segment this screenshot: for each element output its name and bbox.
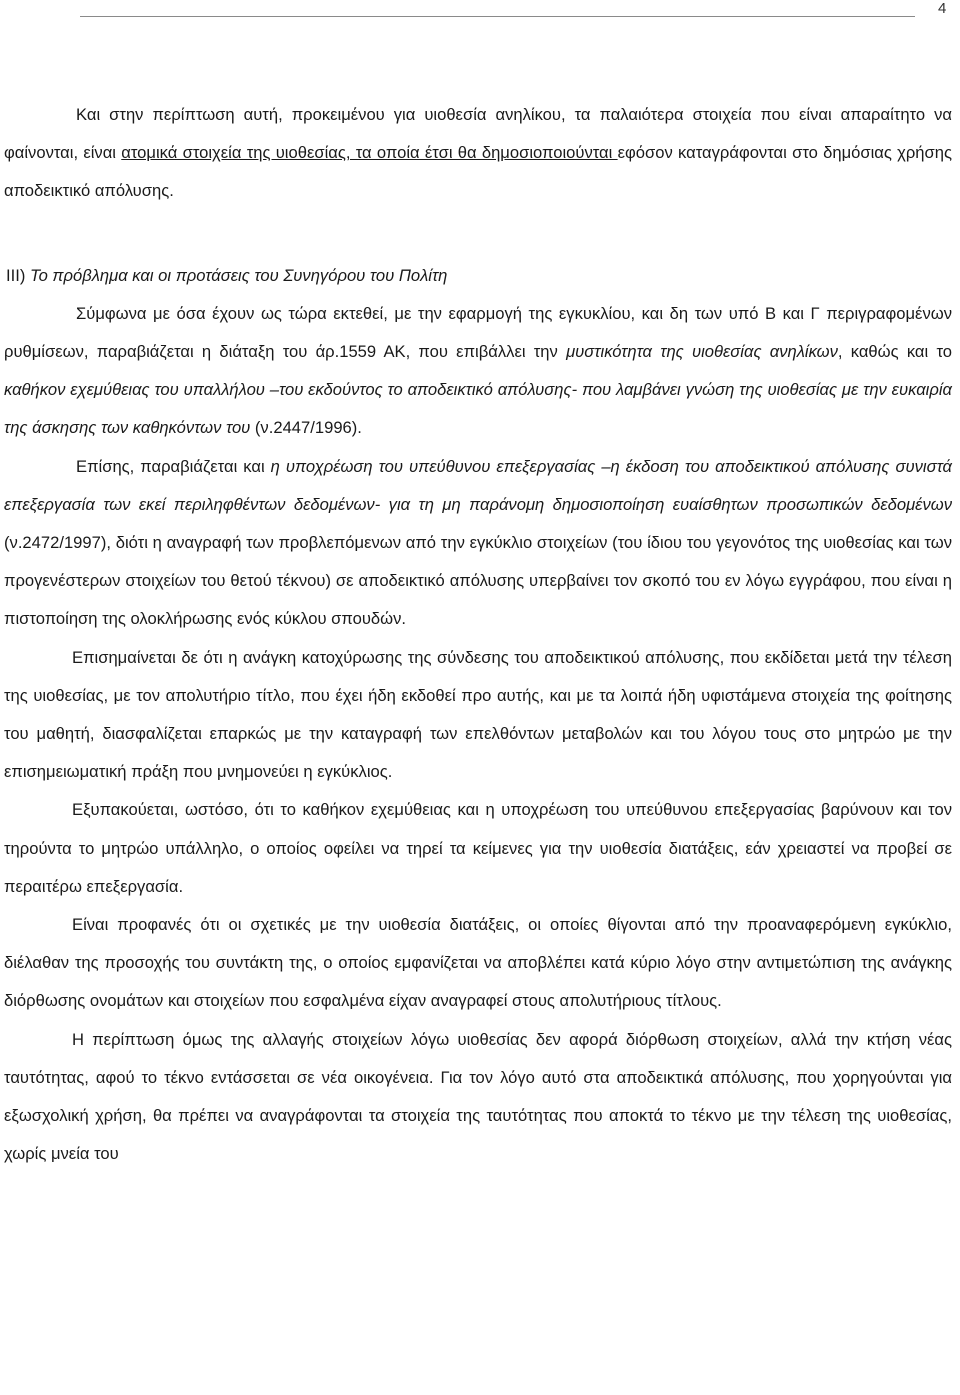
paragraph-7: Η περίπτωση όμως της αλλαγής στοιχείων λόγω υιοθεσίας δεν αφορά διόρθωση στοιχείων, αλλά την κτήση νέας ταυτότητας, αφού το τέκνο εντάσσεται σε νέα οικογένεια. Για τον λόγο αυτό στα αποδεικτικά απόλυσης, που χορηγούνται για εξωσχολική χρήση, θα πρέπει να αναγράφονται τα στοιχεία της ταυτότητας που αποκτά το τέκνο με την τέλεση της υιοθεσίας, χωρίς μνεία του <box>4 1029 952 1164</box>
paragraph-3-italic-b: η υποχρέωση του υπεύθυνου επεξεργασίας –η έκδοση του αποδεικτικού απόλυσης συνιστά επεξεργασία των εκεί περιληφθέντων δεδομένων- για τη μη παράνομη δημοσιοποίηση ευαίσθητων προσωπικών δεδομένων <box>4 456 953 514</box>
paragraph-5: Εξυπακούεται, ωστόσο, ότι το καθήκον εχεμύθειας και η υποχρέωση του υπεύθυνου επεξεργασίας βαρύνουν και τον τηρούντα το μητρώο υπάλληλο, ο οποίος οφείλει να τηρεί τα κείμενες για την υιοθεσία διατάξεις, εάν χρειαστεί να προβεί σε περαιτέρω επεξεργασία. <box>4 800 952 896</box>
paragraph-6: Είναι προφανές ότι οι σχετικές με την υιοθεσία διατάξεις, οι οποίες θίγονται από την προαναφερόμενη εγκύκλιο, διέλαθαν της προσοχής του συντάκτη της, ο οποίος εμφανίζεται να αποβλέπει κατά κύριο λόγο στην αντιμετώπιση της ανάγκης διόρθωσης ονομάτων και στοιχείων που εσφαλμένα είχαν αναγραφεί στους απολυτήριους τίτλους. <box>4 915 952 1011</box>
paragraph-2-italic-b: μυστικότητα της υιοθεσίας ανηλίκων <box>566 342 838 362</box>
paragraph-1-text-a: Και στην περίπτωση αυτή, προκειμένου για υιοθεσία ανηλίκου, τα παλαιότερα στοιχεία που είναι απαραίτητο να φαίνονται, είναι <box>4 105 952 163</box>
paragraph-4: Επισημαίνεται δε ότι η ανάγκη κατοχύρωσης της σύνδεσης του αποδεικτικού απόλυσης, που εκδίδεται μετά την τέλεση της υιοθεσίας, με τον απολυτήριο τίτλο, που έχει ήδη εκδοθεί προ αυτής, και με τα λοιπά ήδη υφιστάμενα στοιχεία της φοίτησης του μαθητή, διασφαλίζεται επαρκώς με την καταγραφή των επελθόντων μεταβολών και του λόγου τους στο μητρώο με την επισημειωματική πράξη που μνημονεύει η εγκύκλιος. <box>4 647 952 782</box>
document-body <box>4 96 952 1173</box>
section-number: ΙΙΙ) <box>6 265 30 285</box>
paragraph-1-underlined: ατομικά στοιχεία της υιοθεσίας, τα οποία έτσι θα δημοσιοποιούνται <box>121 143 618 163</box>
paragraph-3-text-c: (ν.2472/1997), διότι η αναγραφή των προβλεπόμενων από την εγκύκλιο στοιχείων (του ίδιου του γεγονότος της υιοθεσίας και των προγενέστερων στοιχείων του θετού τέκνου) σε αποδεικτικό απόλυσης υπερβαίνει τον σκοπό του εν λόγω εγγράφου, που είναι η πιστοποίηση της ολοκλήρωσης ενός κύκλου σπουδών. <box>4 533 952 629</box>
paragraph-2-text-c: , καθώς και το <box>837 342 952 362</box>
header-rule <box>80 16 915 17</box>
page-number: 4 <box>938 0 947 17</box>
section-title: Το πρόβλημα και οι προτάσεις του Συνηγόρου του Πολίτη <box>29 265 448 285</box>
section-spacer <box>4 211 952 257</box>
paragraph-3 <box>4 448 952 639</box>
paragraph-3-text-a: Επίσης, παραβιάζεται και <box>76 456 271 476</box>
paragraph-2 <box>4 295 952 448</box>
paragraph-2-text-e: (ν.2447/1996). <box>250 418 362 438</box>
section-heading <box>4 257 952 295</box>
paragraph-1-text-c: εφόσον καταγράφονται στο δημόσιας χρήσης αποδεικτικό απόλυσης. <box>4 143 952 201</box>
paragraph-2-text-a: Σύμφωνα με όσα έχουν ως τώρα εκτεθεί, με την εφαρμογή της εγκυκλίου, και δη των υπό Β και Γ περιγραφομένων ρυθμίσεων, παραβιάζεται η διάταξη του άρ.1559 ΑΚ, που επιβάλλει την <box>4 303 952 362</box>
paragraph-1 <box>4 96 952 211</box>
paragraph-2-italic-d: καθήκον εχεμύθειας του υπαλλήλου –του εκδούντος το αποδεικτικό απόλυσης- που λαμβάνει γνώση της υιοθεσίας με την ευκαιρία της άσκησης των καθηκόντων του <box>4 380 952 438</box>
